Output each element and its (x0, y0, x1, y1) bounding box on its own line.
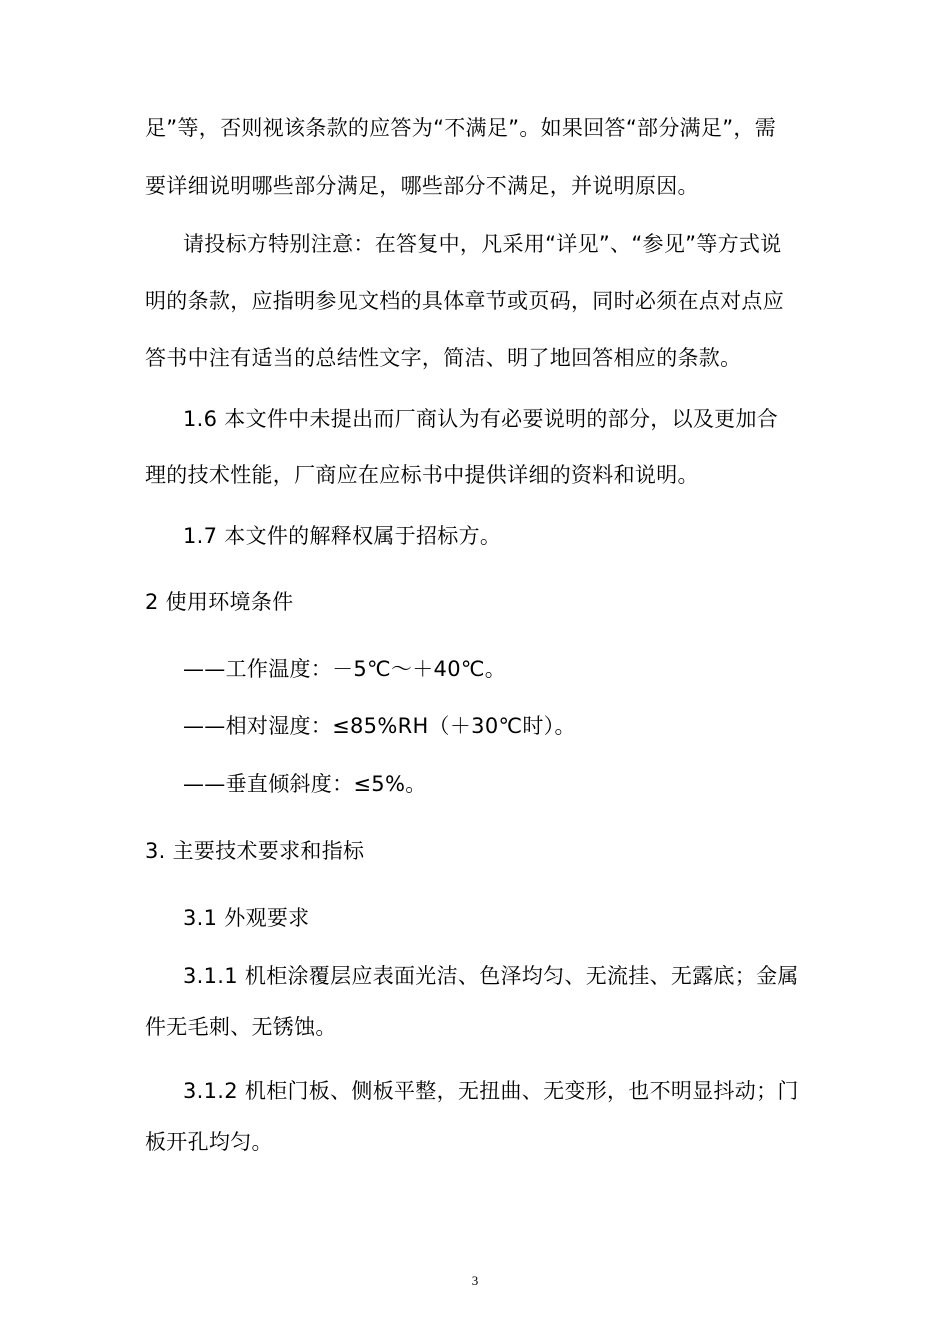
list-item: ——工作温度：－5℃～＋40℃。 (183, 657, 507, 681)
paragraph-line: 1.7 本文件的解释权属于招标方。 (183, 524, 502, 548)
subsection-heading: 3.1 外观要求 (183, 906, 310, 930)
list-item: ——相对湿度：≤85%RH（＋30℃时）。 (183, 714, 576, 738)
paragraph-line: 足”等，否则视该条款的应答为“不满足”。如果回答“部分满足”，需 (145, 116, 776, 140)
section-heading: 2 使用环境条件 (145, 590, 294, 614)
paragraph-line: 明的条款，应指明参见文档的具体章节或页码，同时必须在点对点应 (145, 289, 784, 313)
paragraph-line: 理的技术性能，厂商应在应标书中提供详细的资料和说明。 (145, 463, 699, 487)
page-number: 3 (471, 1273, 479, 1288)
paragraph-line: 答书中注有适当的总结性文字，简洁、明了地回答相应的条款。 (145, 346, 742, 370)
paragraph-line: 3.1.2 机柜门板、侧板平整，无扭曲、无变形，也不明显抖动；门 (183, 1079, 799, 1103)
paragraph-line: 要详细说明哪些部分满足，哪些部分不满足，并说明原因。 (145, 174, 699, 198)
section-heading: 3. 主要技术要求和指标 (145, 839, 365, 863)
paragraph-line: 件无毛刺、无锈蚀。 (145, 1015, 337, 1039)
paragraph-line: 3.1.1 机柜涂覆层应表面光洁、色泽均匀、无流挂、无露底；金属 (183, 964, 799, 988)
paragraph-line: 1.6 本文件中未提出而厂商认为有必要说明的部分，以及更加合 (183, 407, 779, 431)
paragraph-line: 请投标方特别注意：在答复中，凡采用“详见”、“参见”等方式说 (183, 232, 782, 256)
paragraph-line: 板开孔均匀。 (145, 1130, 273, 1154)
list-item: ——垂直倾斜度：≤5%。 (183, 772, 427, 796)
